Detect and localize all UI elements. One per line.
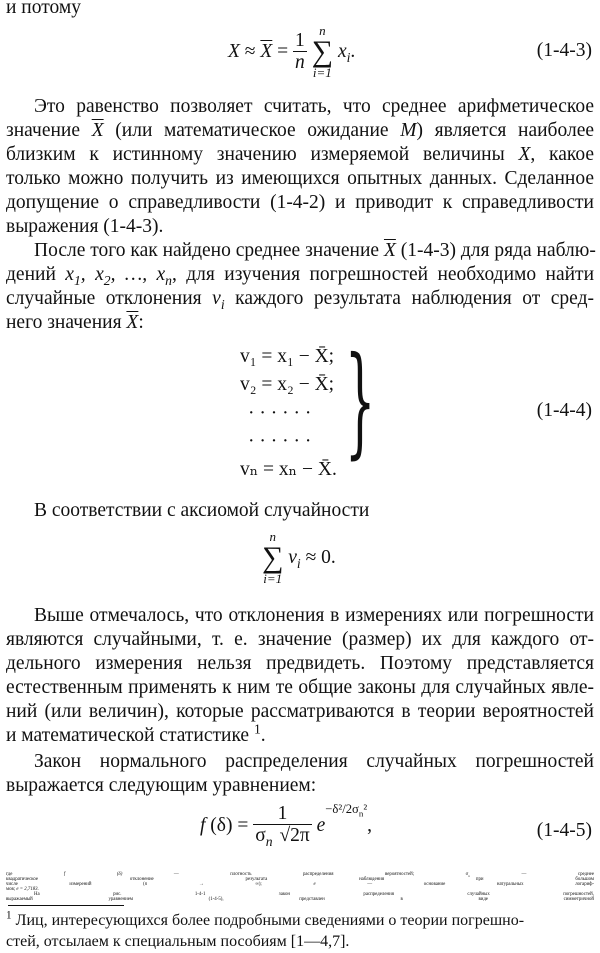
equation-row: · · · · · · [248,431,312,452]
text-line: дений $x_1$, $x_2$, …, $x_n$, для изучения погрешностей необходимо найти [6,264,595,288]
text-line: Выше отмечалось, что отклонения в измерениях или погрешности [34,605,594,626]
text-line: выражаемый уравнением (1-4-5), представлен в виде симметричной [6,897,594,902]
footnote-ref: 1 [253,721,261,737]
text-line: дельного измерения нельзя предвидеть. Поэтому представляется [6,653,594,674]
equation-1-4-3: $X \approx \overline{X}$ = $\frac{1}{n}$ n ∑ i=1 $x_i$. [228,23,356,80]
text-line: Это равенство позволяет считать, что среднее арифметическое [34,96,594,117]
text-line: где f (δ) — плотность распределения вероятностей; $\sigma_n$ — среднее [6,872,594,878]
text-line: естественным применять к ним те общие законы для случайных явле- [6,677,594,698]
text-line: являются случайными, т. е. значение (размер) их для каждого от- [6,629,594,650]
text-line: и потому [6,0,81,18]
text-line: ний (или величин), которые рассматриваются в теории вероятностей [6,701,594,722]
text-line: случайные отклонения $v_i$ каждого результата наблюдения от сред- [6,288,594,312]
text-line: выражения (1-4-3). [6,216,164,237]
text-line: близким к истинному значению измеряемой величины X, какое [6,144,595,165]
footnote-rule [8,905,124,906]
equation-number: (1-4-3) [536,40,592,61]
right-brace: } [344,332,376,471]
equation-row: · · · · · · [248,403,312,424]
footnote-line: стей, отсылаем к специальным пособиям [1—4,7]. [6,933,350,950]
text-line: выражается следующим уравнением: [6,775,317,796]
equation-row: v₂ = x₂ − X̄; [240,374,335,395]
text-line: мов; e = 2,7183. [6,887,39,892]
text-line: значение $\overline{X}$ (или математическое ожидание M) является наиболее [6,120,594,141]
text-line: только можно получить из имеющихся опытных данных. Сделанное [6,168,594,189]
text-line: и математической статистике $^1$. [6,721,266,746]
equation-number: (1-4-5) [536,820,592,841]
text-line: него значения $\overline{X}$: [6,312,144,333]
text-line: Закон нормального распределения случайных погрешностей [34,751,594,772]
text-line: допущение о справедливости (1-4-2) и приводит к справедливости [6,192,594,213]
text-line: числе измерений (n → ∞); e — основание натуральных логариф- [6,882,595,887]
text-line: После того как найдено среднее значение $\overline{X}$ (1-4-3) для ряда наблю- [34,240,596,261]
text-line: В соответствии с аксиомой случайности [34,500,370,521]
text-line: На рис. 1-4-1 закон распределения случайных погрешностей, [34,892,594,897]
equation-number: (1-4-4) [536,400,592,421]
text-line: квадратическое отклонение результата наблюдения при большом [6,877,594,882]
equation-1-4-5: f (δ) = $\frac{1}{\sigma_n √2\pi}$ $e^{-\delta^2/2\sigma_n^2}$, [200,802,372,849]
equation-row: vₙ = xₙ − X̄. [240,459,337,480]
sum-equation: n ∑ i=1 $v_i \approx 0$. [262,529,336,586]
equation-row: v₁ = x₁ − X̄; [240,346,335,367]
footnote-line: $^1$ Лиц, интересующихся более подробными сведениями о теории погрешно- [6,909,525,929]
